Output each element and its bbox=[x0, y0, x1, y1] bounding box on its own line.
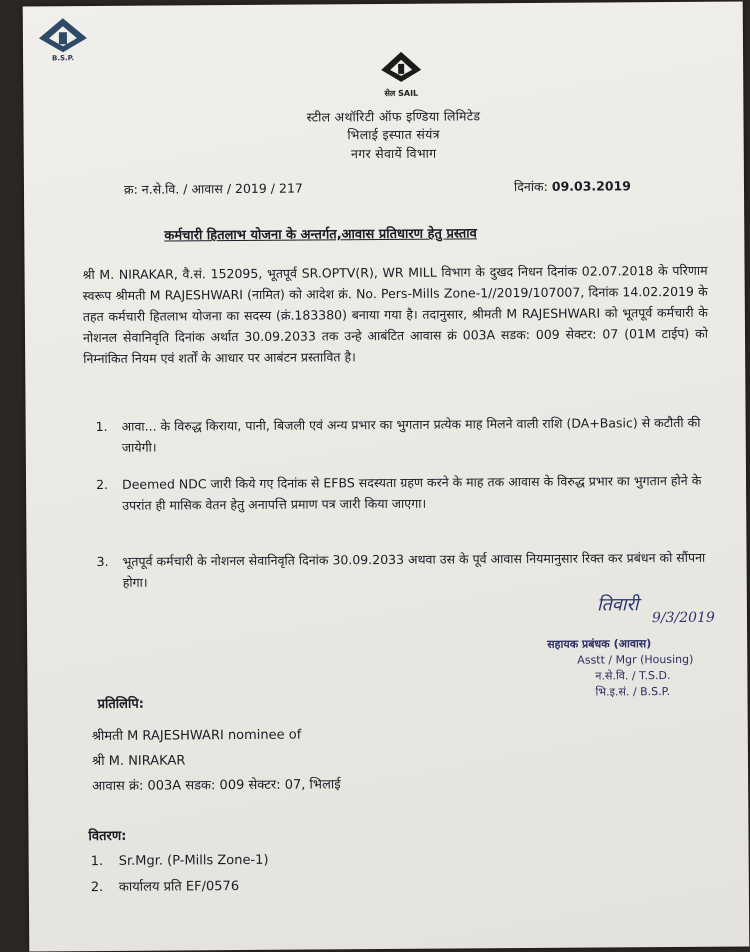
condition-text: Deemed NDC जारी किये गए दिनांक से EFBS सदस्यता ग्रहण करने के माह तक आवास के विरुद्ध प्रभार का भुगतान होने के उपरांत ही मासिक वेतन हेतु अनापत्ति प्रमाण पत्र जारी किया जाएगा। bbox=[121, 472, 702, 513]
distribution-item bbox=[91, 853, 269, 869]
condition-item bbox=[96, 470, 716, 516]
distribution-text: Sr.Mgr. (P-Mills Zone-1) bbox=[118, 852, 269, 869]
org-name-line2: भिलाई इस्पात संयंत्र bbox=[347, 126, 440, 143]
condition-number: 1. bbox=[95, 418, 108, 435]
signature-block bbox=[547, 592, 738, 701]
condition-number: 2. bbox=[95, 476, 109, 493]
copy-recipient-line: श्री M. NIRAKAR bbox=[91, 753, 186, 770]
distribution-item bbox=[91, 876, 239, 895]
letter-date bbox=[514, 177, 631, 195]
stamp-plant: भि.इ.सं. / B.S.P. bbox=[595, 685, 671, 699]
org-name-line3: नगर सेवायें विभाग bbox=[350, 145, 437, 162]
sail-logo bbox=[371, 50, 431, 99]
distribution-number: 2. bbox=[90, 879, 104, 896]
distribution-number: 1. bbox=[90, 853, 104, 870]
condition-text: भूतपूर्व कर्मचारी के नोशनल सेवानिवृति दिनांक 30.09.2033 अथवा उस के पूर्व आवास नियमानुसार रिक्त कर प्रबंधन को सौंपना होगा। bbox=[122, 549, 706, 590]
sail-logo-caption: सेल SAIL bbox=[384, 88, 419, 99]
distribution-text: कार्यालय प्रति EF/0576 bbox=[118, 879, 240, 895]
reference-number: क्र: न.से.वि. / आवास / 2019 / 217 bbox=[123, 180, 303, 197]
bsp-logo-caption: B.S.P. bbox=[51, 54, 75, 63]
handwritten-date: 9/3/2019 bbox=[651, 609, 715, 627]
condition-item bbox=[97, 547, 717, 593]
stamp-title-english: Asstt / Mgr (Housing) bbox=[577, 652, 694, 667]
subject-heading: कर्मचारी हितलाभ योजना के अन्तर्गत,आवास प्रतिधारण हेतु प्रस्ताव bbox=[164, 226, 477, 244]
bsp-logo bbox=[33, 16, 93, 62]
handwritten-signature: तिवारी bbox=[596, 594, 639, 616]
condition-text: आवा... के विरुद्ध किराया, पानी, बिजली एवं अन्य प्रभार का भुगतान प्रत्येक माह मिलने वाली राशि (DA+Basic) से कटौती की जायेगी। bbox=[121, 414, 701, 455]
org-name-line1: स्टील अथॉरिटी ऑफ इण्डिया लिमिटेड bbox=[306, 108, 481, 125]
condition-item bbox=[96, 412, 716, 458]
condition-number: 3. bbox=[96, 553, 109, 570]
distribution-heading: वितरण: bbox=[88, 828, 127, 845]
body-paragraph: श्री M. NIRAKAR, वै.सं. 152095, भूतपूर्व SR.OPTV(R), WR MILL विभाग के दुखद निधन दिनांक 02.07.2018 के परिणाम स्वरूप श्रीमती M RAJESHWARI (नामित) को आदेश क्रं. No. Pers-Mills Zone-1//2019/107007, दिनांक 14.02.2019 के तहत कर्मचारी हितलाभ योजना का सदस्य (क्रं.183380) बनाया गया है। तदानुसार, श्रीमती M RAJESHWARI को भूतपूर्व कर्मचारी के नोशनल सेवानिवृति दिनांक अर्थात 30.09.2033 तक उन्हे आबंटित आवास क्रं 003A सडक: 009 सेक्टर: 07 (01M टाईप) को निम्नांकित नियम एवं शर्तों के आधार पर आबंटन प्रस्तावित है। bbox=[82, 262, 709, 367]
stamp-title-hindi: सहायक प्रबंधक (आवास) bbox=[547, 637, 652, 651]
copy-address-line: आवास क्रं: 003A सडक: 009 सेक्टर: 07, भिलाई bbox=[92, 777, 341, 795]
copy-to-heading: प्रतिलिपि: bbox=[97, 696, 144, 713]
copy-recipient-line: श्रीमती M RAJESHWARI nominee of bbox=[91, 727, 302, 745]
date-label: दिनांक: bbox=[513, 178, 548, 195]
letter-page bbox=[23, 1, 750, 951]
stamp-department: न.से.वि. / T.S.D. bbox=[595, 669, 671, 683]
date-value: 09.03.2019 bbox=[551, 178, 631, 194]
